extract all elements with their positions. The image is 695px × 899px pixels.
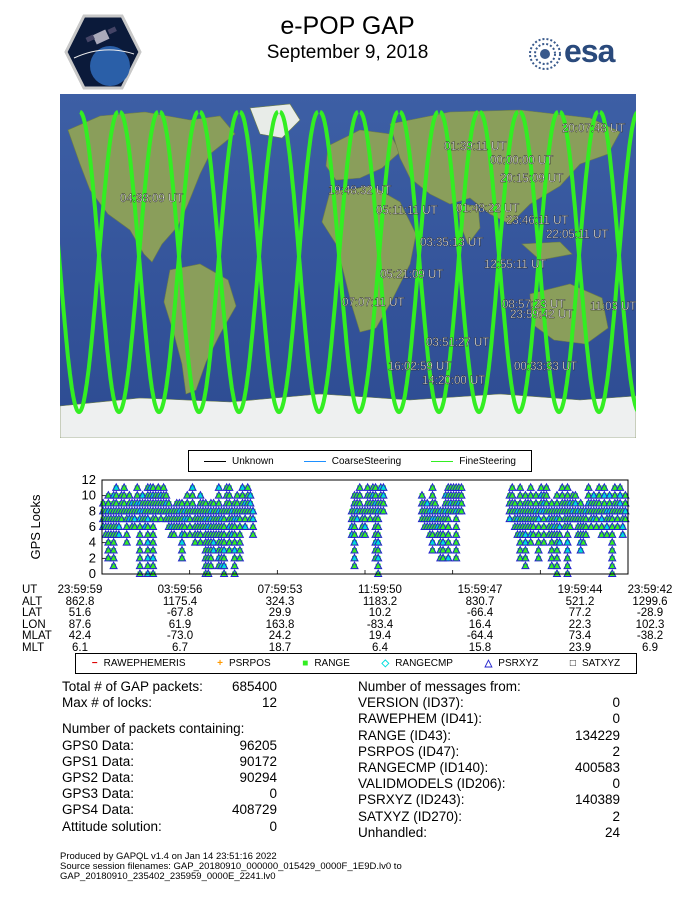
- orbit-row-mlat: [22, 631, 662, 643]
- orbit-cell: 42.4: [68, 630, 92, 642]
- orbit-row-label: MLAT: [22, 630, 52, 642]
- orbit-cell: 87.6: [68, 618, 92, 631]
- legend-range: [302, 658, 350, 669]
- max-locks-label: Max # of locks:: [62, 695, 153, 711]
- orbit-cell: 73.4: [568, 630, 592, 642]
- track-time-label: 05:11:11 UT: [376, 205, 438, 217]
- track-time-label: 08:57:23 UT: [502, 299, 566, 311]
- track-time-label: 23:59:42 UT: [510, 309, 574, 321]
- legend-rawephemeris: [92, 658, 186, 669]
- message-type-legend: [75, 653, 637, 674]
- orbit-cell: 521.2: [565, 595, 595, 608]
- rangecmp-label: RANGECMP: [395, 658, 453, 669]
- track-time-label: 00:33:33 UT: [514, 361, 578, 373]
- orbit-cell: 24.2: [268, 630, 292, 642]
- packet-statistics: [62, 679, 277, 835]
- gps1-label: GPS1 Data:: [62, 753, 135, 769]
- footer-credits: [60, 852, 660, 882]
- orbit-cell: 1175.4: [162, 595, 198, 608]
- y-tick-label: 12: [81, 474, 96, 487]
- orbit-cell: 6.9: [642, 641, 658, 654]
- orbit-cell: -83.4: [366, 618, 394, 631]
- max-locks-value: 12: [261, 695, 277, 711]
- orbit-cell: 16.4: [468, 618, 492, 631]
- esa-logo: [527, 33, 637, 72]
- attitude-value: 0: [269, 818, 277, 834]
- range-label: RANGE: [314, 658, 350, 669]
- orbit-cell: -67.8: [166, 607, 194, 619]
- orbit-cell: 22.3: [568, 618, 592, 631]
- y-tick-label: 2: [88, 550, 96, 566]
- track-time-label: 12:55:11 UT: [484, 259, 547, 271]
- orbit-cell: 23:59:59: [57, 584, 103, 596]
- track-time-label: 07:07:11 UT: [342, 297, 405, 309]
- orbit-cell: 19:59:44: [557, 584, 603, 596]
- orbit-cell: 102.3: [635, 618, 665, 631]
- psrpos-msg-label: PSRPOS (ID47):: [358, 743, 460, 759]
- gps-locks-chart: [0, 474, 695, 586]
- attitude-label: Attitude solution:: [62, 818, 162, 834]
- gps4-value: 408729: [231, 802, 277, 818]
- track-time-label: 01:48:22 UT: [456, 203, 520, 215]
- orbit-row-lat: [22, 608, 662, 620]
- orbit-cell: 11:59:50: [358, 584, 402, 596]
- legend-coarse-steering: [304, 456, 401, 467]
- orbit-cell: -28.9: [636, 607, 664, 619]
- legend-fine-label: FineSteering: [459, 455, 516, 467]
- gps2-label: GPS2 Data:: [62, 769, 135, 785]
- legend-fine-steering: [431, 456, 516, 467]
- esa-logo-text: esa: [564, 33, 615, 69]
- version-value: 0: [612, 695, 620, 711]
- orbit-cell: 6.4: [372, 641, 388, 654]
- orbit-row-label: ALT: [22, 595, 43, 608]
- orbit-cell: 07:59:53: [257, 584, 303, 596]
- track-time-label: 00:00:00 UT: [490, 155, 554, 167]
- orbit-cell: 03:59:56: [157, 584, 203, 596]
- rawephem-label: RAWEPHEM (ID41):: [358, 711, 483, 727]
- legend-fine-swatch: [431, 461, 453, 462]
- orbit-row-label: LON: [22, 618, 46, 631]
- orbit-cell: -64.4: [466, 630, 494, 642]
- orbit-cell: 830.7: [465, 595, 495, 608]
- gps4-label: GPS4 Data:: [62, 802, 135, 818]
- y-tick-label: 8: [88, 503, 96, 519]
- orbit-cell: 29.9: [268, 607, 292, 619]
- track-time-label: 23:46:11 UT: [506, 215, 569, 227]
- satxyz-label: SATXYZ: [581, 658, 621, 669]
- legend-coarse-swatch: [304, 461, 326, 462]
- footer-source-files-end: GAP_20180910_235402_235959_0000E_2241.lv0: [60, 871, 276, 882]
- track-time-label: 22:05:11 UT: [546, 229, 609, 241]
- orbit-parameter-table: [22, 584, 673, 654]
- unhandled-label: Unhandled:: [358, 824, 428, 840]
- version-label: VERSION (ID37):: [358, 695, 464, 711]
- orbit-cell: 51.6: [68, 607, 92, 619]
- orbit-cell: 23:59:42: [627, 584, 673, 596]
- range-msg-value: 134229: [574, 727, 620, 743]
- orbit-cell: 1299.6: [632, 595, 668, 608]
- satxyz-msg-value: 2: [612, 808, 620, 824]
- rawephemeris-label: RAWEPHEMERIS: [103, 658, 186, 669]
- gps2-value: 90294: [239, 769, 277, 785]
- legend-coarse-label: CoarseSteering: [331, 455, 402, 467]
- track-time-label: 19:48:32 UT: [328, 185, 392, 197]
- gps1-value: 90172: [239, 753, 277, 769]
- track-time-label: 03:35:13 UT: [420, 237, 484, 249]
- track-time-label: 16:02:59 UT: [388, 361, 452, 373]
- steering-legend: [188, 450, 532, 472]
- orbit-cell: 862.8: [65, 595, 95, 608]
- orbit-cell: 61.9: [168, 618, 192, 631]
- orbit-row-alt: [22, 595, 668, 609]
- orbit-cell: 77.2: [568, 607, 592, 619]
- legend-unknown-swatch: [204, 461, 226, 462]
- unhandled-value: 24: [604, 824, 620, 840]
- orbit-cell: 19.4: [368, 630, 392, 642]
- gps-lock-markers: [100, 484, 629, 577]
- orbit-cell: 23.9: [568, 641, 592, 654]
- gps3-label: GPS3 Data:: [62, 786, 135, 802]
- track-time-label: 03:51:27 UT: [426, 337, 490, 349]
- orbit-cell: -38.2: [636, 630, 664, 642]
- rangecmp-msg-label: RANGECMP (ID140):: [358, 759, 489, 775]
- messages-header: Number of messages from:: [358, 679, 521, 694]
- legend-satxyz: [570, 658, 620, 669]
- orbit-row-lon: [22, 618, 665, 632]
- gps0-value: 96205: [239, 737, 277, 753]
- y-tick-label: 10: [81, 487, 96, 503]
- rangecmp-symbol: ◇: [381, 658, 390, 669]
- rawephem-value: 0: [612, 711, 620, 727]
- orbit-cell: -66.4: [466, 607, 494, 619]
- packets-containing-header: Number of packets containing:: [62, 721, 245, 737]
- page-subtitle: September 9, 2018: [266, 42, 429, 63]
- track-time-label: 04:38:09 UT: [120, 193, 184, 205]
- psrxyz-msg-label: PSRXYZ (ID243):: [358, 792, 465, 808]
- rangecmp-msg-value: 400583: [574, 759, 620, 775]
- satxyz-msg-label: SATXYZ (ID270):: [358, 808, 463, 824]
- range-symbol: ■: [302, 658, 309, 669]
- rawephemeris-symbol: −: [91, 658, 98, 669]
- psrxyz-symbol: △: [484, 658, 493, 669]
- legend-psrpos: [217, 658, 271, 669]
- footer-produced-by: Produced by GAPQL v1.4 on Jan 14 23:51:16 2022: [60, 851, 277, 862]
- satxyz-symbol: □: [569, 658, 576, 669]
- psrpos-msg-value: 2: [612, 743, 620, 759]
- gps0-label: GPS0 Data:: [62, 737, 135, 753]
- orbit-cell: 6.1: [72, 641, 88, 654]
- track-time-label: 14:20:00 UT: [422, 375, 486, 387]
- orbit-cell: 1183.2: [362, 595, 398, 608]
- validmodels-label: VALIDMODELS (ID206):: [358, 776, 506, 792]
- track-time-label: 20:07:48 UT: [562, 123, 626, 135]
- total-packets-value: 685400: [231, 679, 277, 694]
- page-title: e-POP GAP: [280, 12, 415, 40]
- psrxyz-msg-value: 140389: [574, 792, 620, 808]
- legend-rangecmp: [381, 658, 453, 669]
- track-time-label: 05:21:09 UT: [380, 269, 444, 281]
- orbit-cell: 6.7: [172, 641, 188, 654]
- psrxyz-label: PSRXYZ: [498, 658, 539, 669]
- orbit-cell: 10.2: [368, 607, 392, 619]
- orbit-cell: 163.8: [265, 618, 295, 631]
- y-axis-label: GPS Locks: [28, 494, 43, 560]
- message-statistics: [358, 679, 620, 841]
- total-packets-label: Total # of GAP packets:: [62, 679, 203, 694]
- y-tick-label: 4: [88, 534, 96, 550]
- validmodels-value: 0: [612, 776, 620, 792]
- orbit-cell: 15.8: [468, 641, 492, 654]
- gps3-value: 0: [269, 786, 277, 802]
- y-tick-label: 0: [88, 566, 96, 581]
- orbit-row-label: UT: [22, 584, 38, 596]
- legend-psrxyz: [485, 658, 539, 669]
- range-msg-label: RANGE (ID43):: [358, 727, 452, 743]
- orbit-cell: 15:59:47: [457, 584, 503, 596]
- legend-unknown: [204, 456, 274, 467]
- psrpos-symbol: +: [217, 658, 223, 669]
- orbit-cell: -73.0: [166, 630, 194, 642]
- footer-source-files: Source session filenames: GAP_20180910_000000_015429_0000F_1E9D.lv0 to: [60, 861, 402, 872]
- legend-unknown-label: Unknown: [232, 455, 274, 467]
- y-tick-label: 6: [88, 519, 96, 534]
- orbit-row-label: LAT: [22, 607, 43, 619]
- track-time-label: 20:15:09 UT: [500, 173, 564, 185]
- track-time-label: 11:03 UT: [590, 301, 636, 313]
- orbit-cell: 18.7: [268, 641, 292, 654]
- orbit-row-label: MLT: [22, 641, 45, 654]
- psrpos-label: PSRPOS: [228, 658, 271, 669]
- ground-track-map: [60, 94, 636, 438]
- orbit-cell: 324.3: [265, 595, 295, 608]
- track-time-label: 01:39:11 UT: [444, 141, 507, 153]
